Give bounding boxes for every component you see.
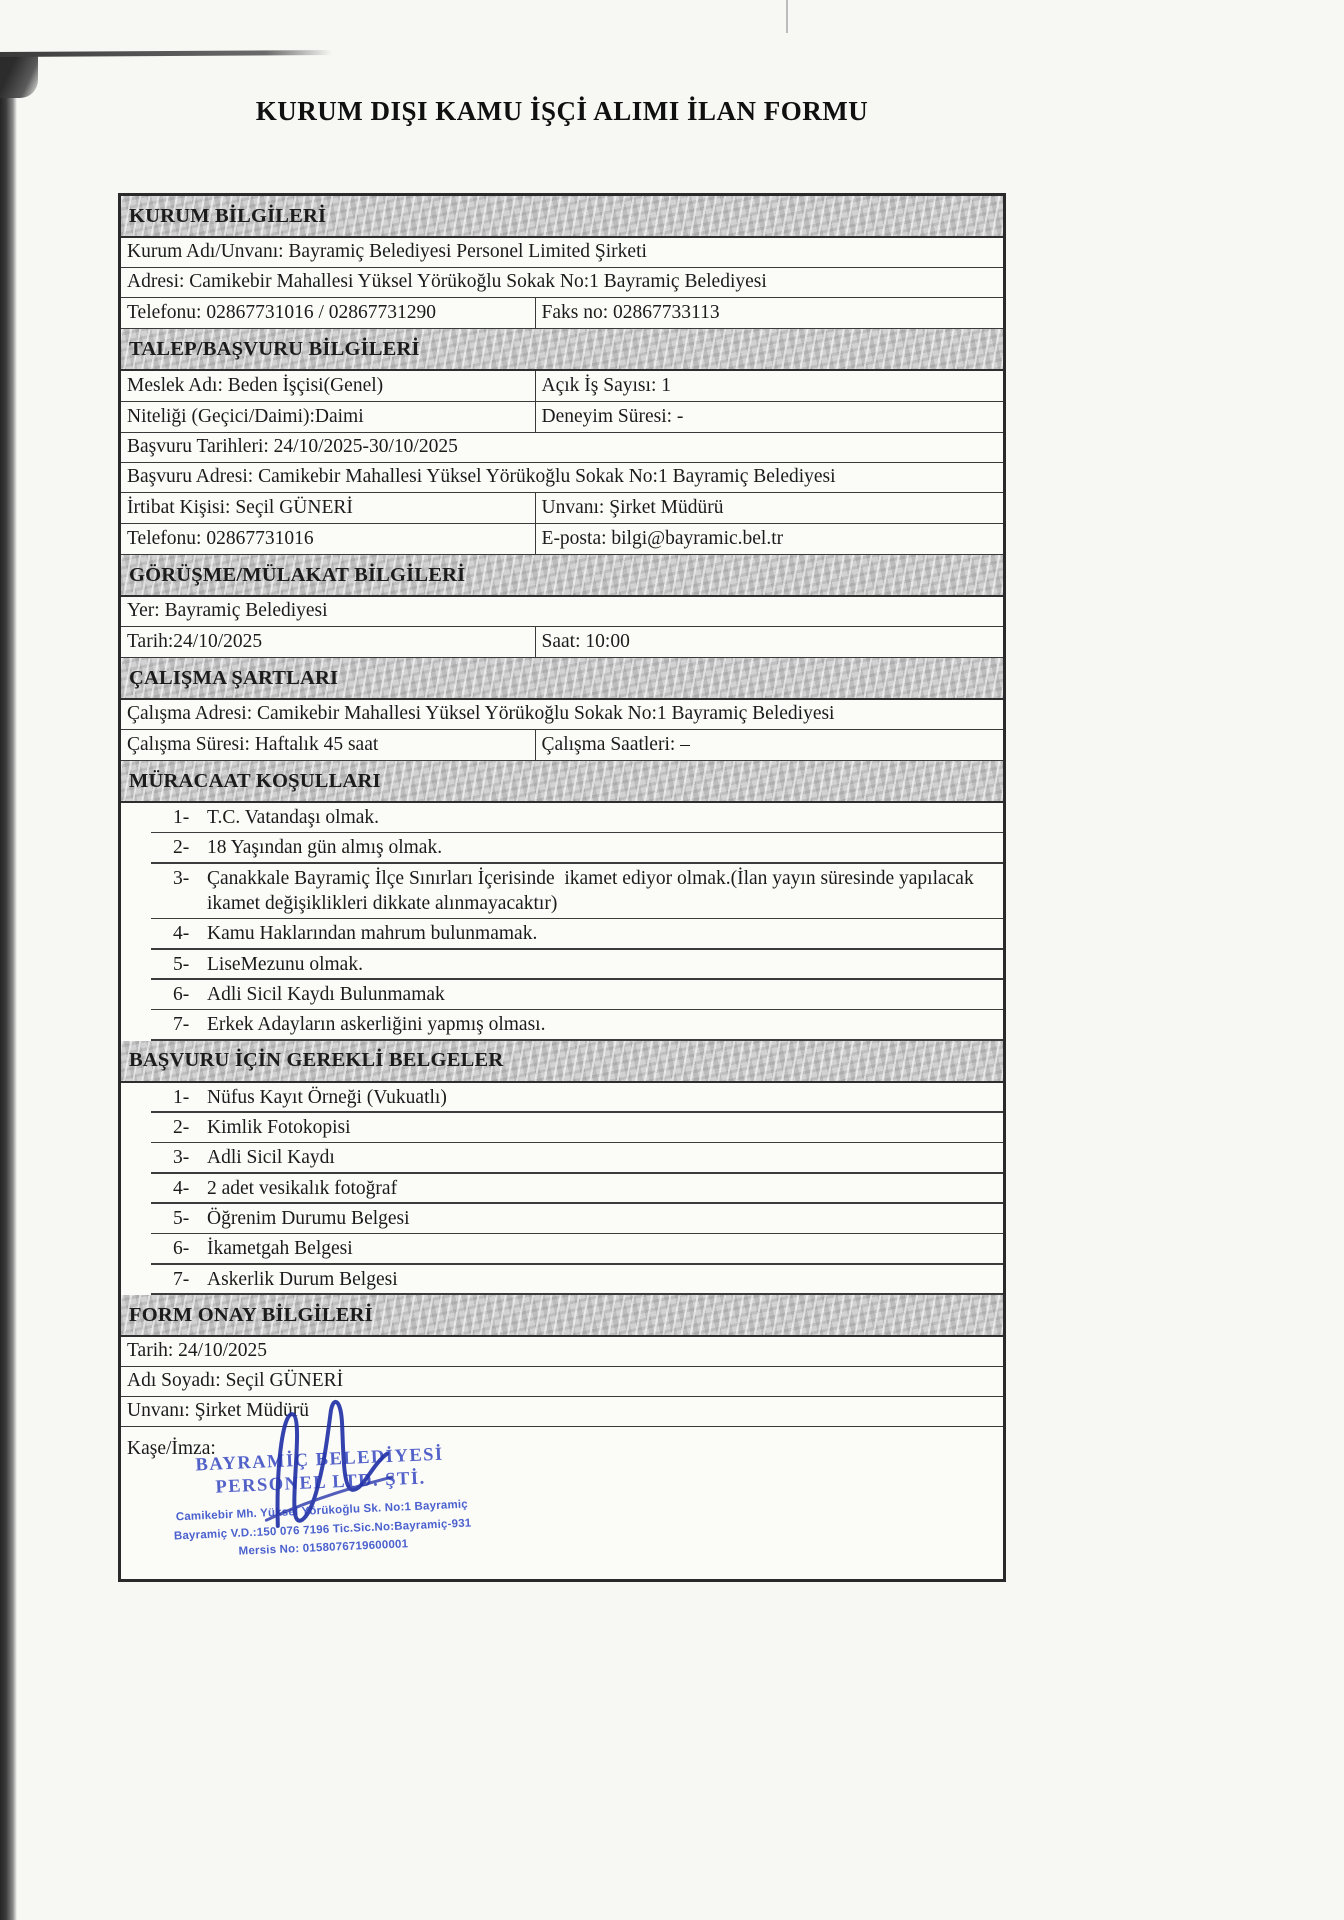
section-title: ÇALIŞMA ŞARTLARI [129, 666, 339, 689]
field-text: Unvanı: Şirket Müdürü [127, 1400, 309, 1422]
section-header-gorusme-mulakat [121, 555, 1003, 597]
field-text: Saat: 10:00 [541, 630, 630, 652]
row-niteligi-deneyim [121, 402, 1003, 433]
field-kase-imza-row [121, 1427, 1003, 1579]
section-header-talep-basvuru [121, 329, 1003, 371]
stamp-line-4: Bayramiç V.D.:150 076 7196 Tic.Sic.No:Bayramiç-931 [173, 1517, 472, 1543]
section-header-form-onay [121, 1295, 1003, 1337]
list-item-text: Askerlik Durum Belgesi [207, 1268, 398, 1290]
list-item-number: 3- [173, 867, 190, 889]
list-item-number: 2- [173, 1117, 190, 1139]
list-item [121, 864, 1003, 920]
field-irtibat-unvani [536, 493, 1003, 523]
field-onay-tarih [121, 1337, 1003, 1367]
field-text: Adresi: Camikebir Mahallesi Yüksel Yörükoğlu Sokak No:1 Bayramiç Belediyesi [127, 271, 767, 293]
list-item-text: 2 adet vesikalık fotoğraf [207, 1177, 398, 1199]
field-text: Kurum Adı/Unvanı: Bayramiç Belediyesi Personel Limited Şirketi [127, 241, 647, 263]
field-text: Tarih: 24/10/2025 [127, 1340, 267, 1362]
field-text: E-posta: bilgi@bayramic.bel.tr [541, 527, 784, 549]
list-item [121, 950, 1003, 980]
list-item-number: 7- [173, 1014, 190, 1036]
stamp-line-2: PERSONEL LTD. ŞTİ. [215, 1468, 427, 1498]
list-item [121, 1265, 1003, 1295]
field-acik-is-sayisi [536, 371, 1003, 401]
list-item-number: 2- [173, 837, 190, 859]
field-text: Faks no: 02867733113 [541, 301, 720, 323]
list-item [121, 1234, 1003, 1264]
list-item-text: Çanakkale Bayramiç İlçe Sınırları İçerisinde ikamet ediyor olmak.(İlan yayın süresinde yapılacak ikamet değişiklikleri dikkate alınmayacaktır) [207, 867, 979, 915]
stamp-line-1: BAYRAMİÇ BELEDİYESİ [195, 1444, 445, 1476]
section-title: FORM ONAY BİLGİLERİ [129, 1303, 373, 1326]
section-header-calisma-sartlari [121, 658, 1003, 700]
field-niteligi [121, 402, 536, 432]
list-item-number: 5- [173, 953, 190, 975]
list-item [121, 1204, 1003, 1234]
list-item-number: 3- [173, 1147, 190, 1169]
field-kurum-adresi [121, 268, 1003, 298]
scan-artifact-top-mark [786, 0, 788, 33]
list-item-text: 18 Yaşından gün almış olmak. [207, 837, 443, 859]
form-table [118, 193, 1006, 1582]
list-item-text: Kimlik Fotokopisi [207, 1117, 351, 1139]
field-text: Telefonu: 02867731016 [127, 527, 314, 549]
field-text: Çalışma Saatleri: – [541, 733, 690, 755]
scan-artifact-left-edge [0, 54, 17, 1920]
field-irtibat-kisisi [121, 493, 536, 523]
field-text: Çalışma Süresi: Haftalık 45 saat [127, 733, 379, 755]
field-text: Açık İş Sayısı: 1 [541, 374, 671, 396]
list-item-number: 4- [173, 923, 190, 945]
scan-artifact-corner [0, 54, 38, 98]
field-text: Telefonu: 02867731016 / 02867731290 [127, 301, 436, 323]
field-text: Yer: Bayramiç Belediyesi [127, 600, 328, 622]
list-item-text: Nüfus Kayıt Örneği (Vukuatlı) [207, 1086, 447, 1108]
row-telefon-faks [121, 298, 1003, 329]
list-item-number: 4- [173, 1177, 190, 1199]
section-title: TALEP/BAŞVURU BİLGİLERİ [129, 337, 420, 360]
row-calisma-suresi-saatleri [121, 730, 1003, 761]
field-basvuru-adresi [121, 463, 1003, 493]
field-text: Tarih:24/10/2025 [127, 630, 263, 652]
field-text: Meslek Adı: Beden İşçisi(Genel) [127, 374, 384, 396]
list-item-number: 5- [173, 1208, 190, 1230]
section-title: GÖRÜŞME/MÜLAKAT BİLGİLERİ [129, 563, 466, 586]
field-irtibat-telefonu [121, 524, 536, 554]
section-header-muracaat-kosullari [121, 761, 1003, 803]
field-text: Unvanı: Şirket Müdürü [541, 496, 724, 518]
list-item [121, 1010, 1003, 1040]
list-item-text: İkametgah Belgesi [207, 1238, 353, 1260]
list-item [121, 803, 1003, 833]
stamp-line-5: Mersis No: 0158076719600001 [238, 1538, 409, 1558]
field-kase-imza-label: Kaşe/İmza: [127, 1438, 216, 1460]
field-text: Çalışma Adresi: Camikebir Mahallesi Yüksel Yörükoğlu Sokak No:1 Bayramiç Belediyesi [127, 703, 835, 725]
list-item-number: 6- [173, 984, 190, 1006]
list-item-number: 6- [173, 1238, 190, 1260]
field-text: Deneyim Süresi: - [541, 405, 684, 427]
field-text: Adı Soyadı: Seçil GÜNERİ [127, 1370, 344, 1392]
field-calisma-suresi [121, 730, 536, 760]
list-item-text: Kamu Haklarından mahrum bulunmamak. [207, 923, 538, 945]
list-item-text: Adli Sicil Kaydı Bulunmamak [207, 984, 445, 1006]
section-title: KURUM BİLGİLERİ [129, 204, 327, 227]
list-item-number: 1- [173, 807, 190, 828]
list-item-text: T.C. Vatandaşı olmak. [207, 807, 380, 828]
field-calisma-adresi [121, 700, 1003, 730]
section-header-gerekli-belgeler [121, 1041, 1003, 1083]
list-item [121, 919, 1003, 949]
field-text: İrtibat Kişisi: Seçil GÜNERİ [127, 496, 353, 518]
section-header-kurum-bilgileri [121, 196, 1003, 238]
list-item-number: 1- [173, 1086, 190, 1108]
field-deneyim-suresi [536, 402, 1003, 432]
field-gorusme-saat [536, 627, 1003, 657]
list-item [121, 833, 1003, 863]
field-text: Niteliği (Geçici/Daimi):Daimi [127, 405, 364, 427]
field-faks-no [536, 298, 1003, 328]
list-item [121, 1174, 1003, 1204]
row-tarih-saat [121, 627, 1003, 658]
field-meslek-adi [121, 371, 536, 401]
row-meslek-acikis [121, 371, 1003, 402]
list-item [121, 980, 1003, 1010]
list-item-text: Adli Sicil Kaydı [207, 1147, 335, 1169]
field-kurum-adi [121, 238, 1003, 268]
section-title: MÜRACAAT KOŞULLARI [129, 769, 381, 792]
field-basvuru-tarihleri [121, 433, 1003, 463]
field-text: Başvuru Adresi: Camikebir Mahallesi Yüksel Yörükoğlu Sokak No:1 Bayramiç Belediyesi [127, 466, 836, 488]
scan-artifact-top-line [0, 50, 332, 57]
field-onay-adi-soyadi [121, 1367, 1003, 1397]
stamp-line-3: Camikebir Mh. Yüksel Yörükoğlu Sk. No:1 Bayramiç [175, 1499, 469, 1524]
list-item-text: LiseMezunu olmak. [207, 953, 363, 975]
list-item [121, 1143, 1003, 1173]
field-gorusme-yer [121, 597, 1003, 627]
field-eposta [536, 524, 1003, 554]
list-item-text: Erkek Adayların askerliğini yapmış olması. [207, 1014, 546, 1036]
row-irtibat-unvan [121, 493, 1003, 524]
field-text: Başvuru Tarihleri: 24/10/2025-30/10/2025 [127, 436, 458, 458]
field-calisma-saatleri [536, 730, 1003, 760]
list-item [121, 1113, 1003, 1143]
field-kurum-telefonu [121, 298, 536, 328]
row-telefon-eposta [121, 524, 1003, 555]
field-gorusme-tarih [121, 627, 536, 657]
list-item [121, 1083, 1003, 1113]
section-title: BAŞVURU İÇİN GEREKLİ BELGELER [129, 1049, 504, 1072]
list-item-number: 7- [173, 1268, 190, 1290]
list-item-text: Öğrenim Durumu Belgesi [207, 1208, 410, 1230]
page-title: KURUM DIŞI KAMU İŞÇİ ALIMI İLAN FORMU [255, 96, 869, 126]
